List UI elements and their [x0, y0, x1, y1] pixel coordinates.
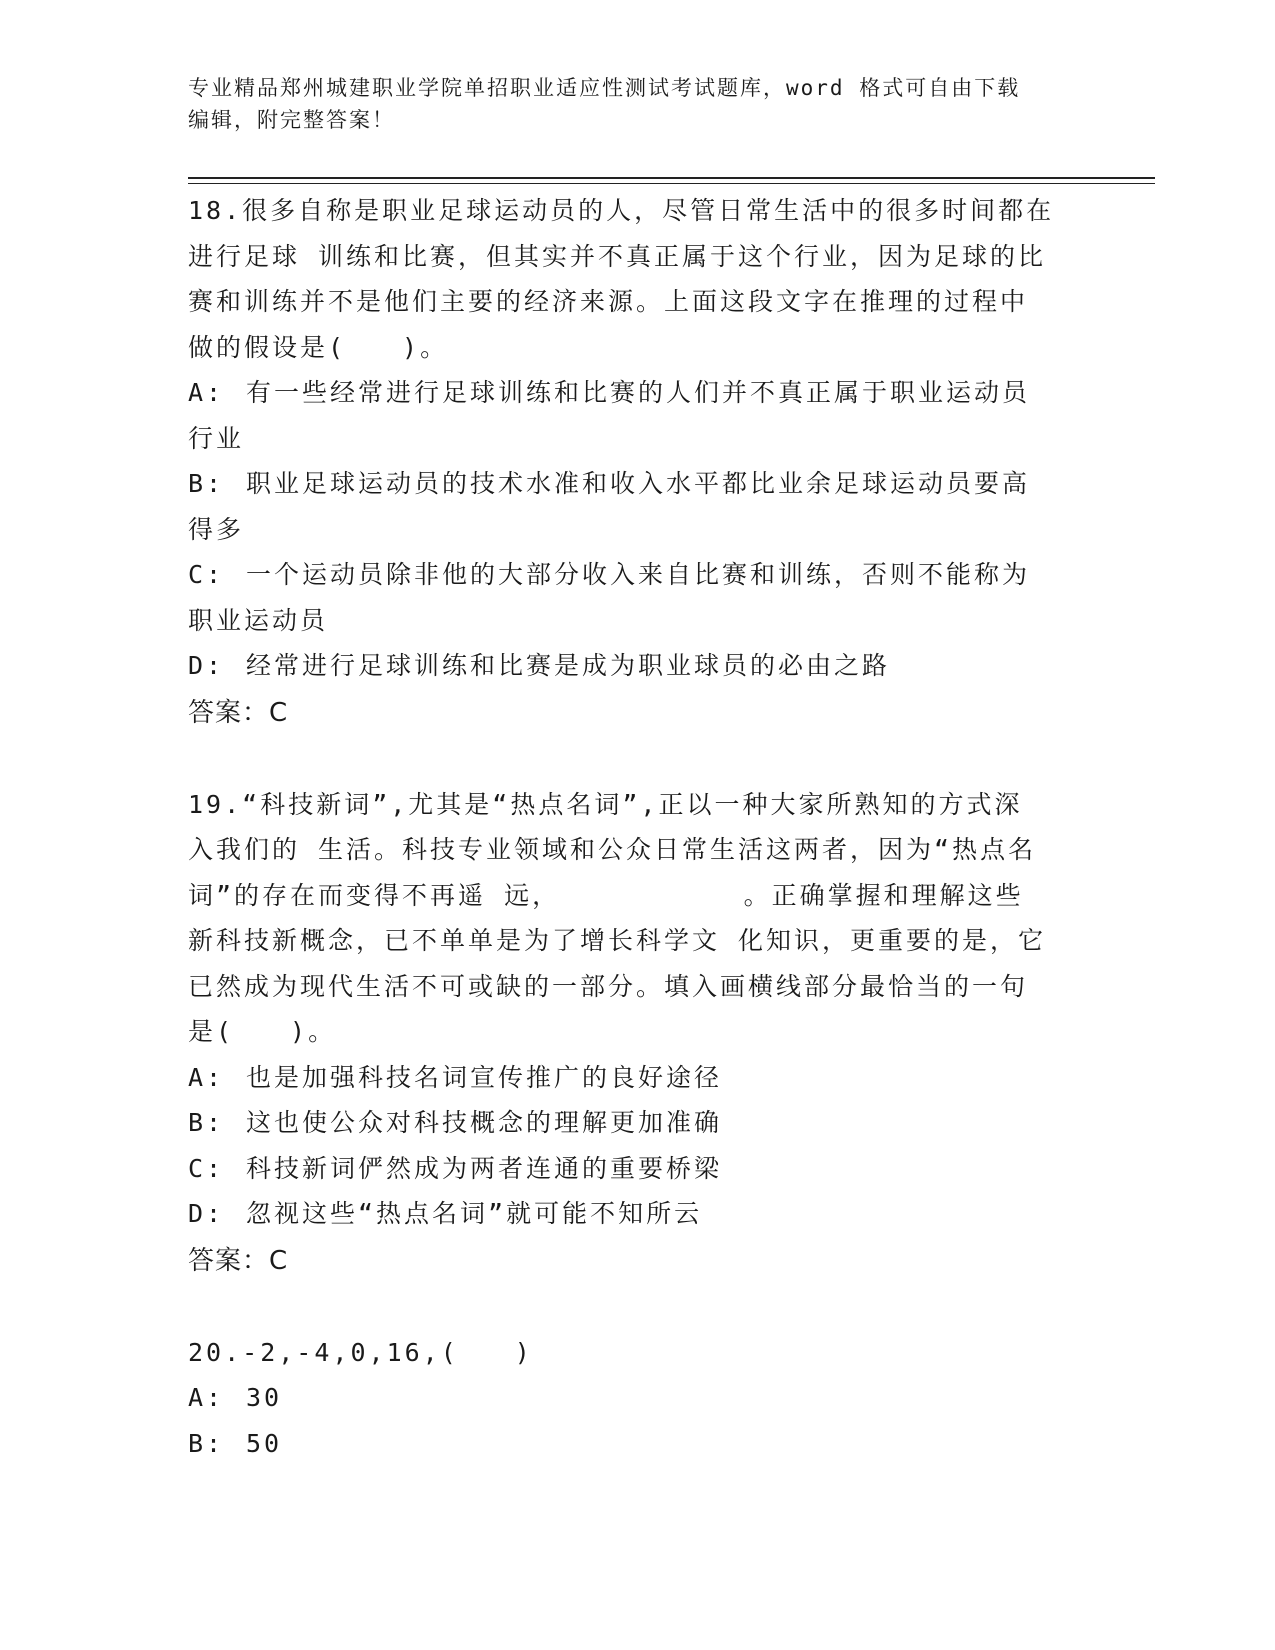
option-a: [188, 370, 1078, 416]
header-rule-thin: [188, 183, 1155, 184]
question-stem-line: 新科技新概念，已不单单是为了增长科学文 化知识，更重要的是，它: [188, 926, 1047, 955]
option-text-line: 职业运动员: [188, 605, 329, 635]
option-text-line: 得多: [188, 514, 245, 544]
option-text-line: 行业: [188, 423, 245, 453]
option-label: A:: [188, 1062, 225, 1092]
header-line-2: 编辑，附完整答案！: [188, 108, 395, 132]
question-stem-line: 做的假设是( )。: [188, 332, 449, 362]
option-label: A:: [188, 1383, 225, 1412]
option-a: [188, 1055, 1078, 1101]
answer-text: 答案：C: [188, 697, 289, 728]
option-d: [188, 1191, 1078, 1237]
question-stem-line: 进行足球 训练和比赛，但其实并不真正属于这个行业，因为足球的比: [188, 241, 1047, 271]
option-text-line: 这也使公众对科技概念的理解更加准确: [246, 1108, 723, 1137]
option-label: A:: [188, 378, 225, 407]
option-text-line: 也是加强科技名词宣传推广的良好途径: [246, 1062, 723, 1092]
question-stem-line: 18.很多自称是职业足球运动员的人，尽管日常生活中的很多时间都在: [188, 196, 1055, 225]
option-label: B:: [188, 1108, 225, 1137]
option-text-line: 30: [246, 1383, 283, 1412]
option-text: [246, 370, 1078, 416]
option-b: [188, 1100, 1078, 1146]
option-label: C:: [188, 1153, 225, 1183]
question-18: [188, 188, 1078, 737]
option-a: [188, 1375, 1078, 1421]
option-text-line: 经常进行足球训练和比赛是成为职业球员的必由之路: [246, 651, 891, 680]
spacer: [188, 737, 1078, 782]
option-b: [188, 461, 1078, 507]
question-19: [188, 782, 1078, 1285]
question-stem-line: 词”的存在而变得不再遥 远， 。正确掌握和理解这些: [188, 880, 1024, 910]
option-text-line: 科技新词俨然成为两者连通的重要桥梁: [246, 1153, 723, 1183]
option-label: D:: [188, 651, 225, 680]
question-stem-line: 19.“科技新词”,尤其是“热点名词”,正以一种大家所熟知的方式深: [188, 789, 1023, 819]
answer-text: 答案：C: [188, 1245, 289, 1276]
option-text-line: 忽视这些“热点名词”就可能不知所云: [246, 1199, 703, 1228]
option-label: B:: [188, 469, 225, 498]
question-20: [188, 1330, 1078, 1467]
question-stem-line: 入我们的 生活。科技专业领域和公众日常生活这两者，因为“热点名: [188, 835, 1037, 864]
question-stem-line: 已然成为现代生活不可或缺的一部分。填入画横线部分最恰当的一句: [188, 971, 1029, 1001]
option-label: D:: [188, 1199, 225, 1228]
option-label: C:: [188, 560, 225, 589]
header-rule-thick: [188, 177, 1155, 179]
option-label: B:: [188, 1428, 225, 1458]
question-stem-line: 赛和训练并不是他们主要的经济来源。上面这段文字在推理的过程中: [188, 287, 1029, 316]
header-line-1: 专业精品郑州城建职业学院单招职业适应性测试考试题库，word 格式可自由下载: [188, 76, 1021, 100]
question-list: [188, 188, 1078, 1466]
option-text-line: 50: [246, 1428, 283, 1458]
option-text-line: 有一些经常进行足球训练和比赛的人们并不真正属于职业运动员: [246, 378, 1031, 407]
document-header: [188, 72, 1068, 136]
option-text-line: 一个运动员除非他的大部分收入来自比赛和训练，否则不能称为: [246, 560, 1031, 589]
option-b: [188, 1421, 1078, 1467]
option-c: [188, 1146, 1078, 1192]
option-c: [188, 552, 1078, 598]
option-text-line: 职业足球运动员的技术水准和收入水平都比业余足球运动员要高: [246, 469, 1031, 498]
option-d: [188, 643, 1078, 689]
question-stem-line: 20.-2,-4,0,16,( ): [188, 1337, 533, 1367]
question-stem-line: 是( )。: [188, 1017, 337, 1046]
spacer: [188, 1285, 1078, 1330]
